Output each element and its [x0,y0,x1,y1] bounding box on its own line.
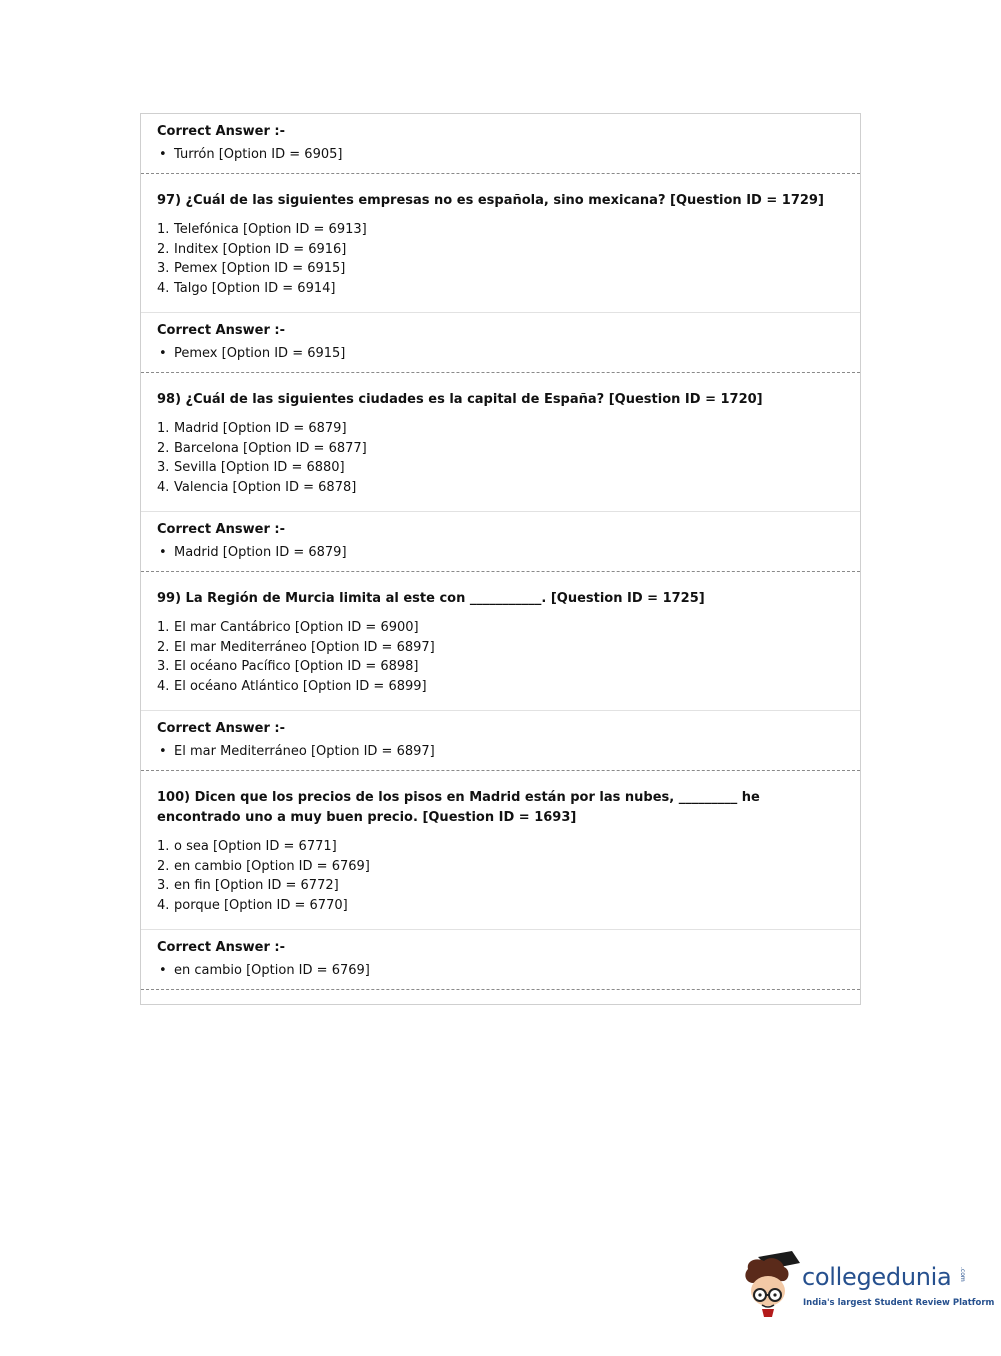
question-block [141,174,860,313]
option-text: Telefónica [Option ID = 6913] [174,222,367,237]
option-item [157,439,844,459]
correct-answer-item: • Turrón [Option ID = 6905] [157,146,844,163]
option-text: El océano Atlántico [Option ID = 6899] [174,678,427,694]
correct-answer-list [157,962,844,979]
option-item [157,419,844,439]
question-text: 98) ¿Cuál de las siguientes ciudades es la capital de España? [Question ID = 1720] [157,392,763,407]
correct-answer-list [157,146,844,163]
correct-answer-item: • Pemex [Option ID = 6915] [157,345,844,362]
option-item [157,259,844,279]
question-block [141,771,860,930]
option-number: 2. [157,858,170,874]
option-number: 4. [157,897,170,913]
option-number: 2. [157,440,170,456]
option-text: Valencia [Option ID = 6878] [174,479,357,495]
option-text: El océano Pacífico [Option ID = 6898] [174,659,419,674]
correct-answer-block [141,930,860,990]
option-item [157,657,844,677]
correct-answer-title: Correct Answer :- [157,522,285,537]
correct-answer-title: Correct Answer :- [157,721,285,736]
collegedunia-logo [740,1247,995,1327]
answer-sheet [140,113,861,1005]
option-text: o sea [Option ID = 6771] [174,839,337,854]
correct-answer-block [141,711,860,771]
option-item [157,876,844,896]
correct-answer-list [157,743,844,760]
option-text: Sevilla [Option ID = 6880] [174,460,345,475]
options-list [157,419,844,497]
option-item [157,240,844,260]
options-list [157,837,844,915]
option-number: 1. [157,222,170,237]
option-number: 2. [157,639,170,655]
option-item [157,618,844,638]
options-list [157,618,844,696]
correct-answer-block [141,512,860,572]
option-text: Barcelona [Option ID = 6877] [174,440,367,456]
correct-answer-list [157,544,844,561]
option-number: 2. [157,241,170,257]
question-block [141,572,860,711]
option-item [157,837,844,857]
option-item [157,279,844,299]
correct-answer-title: Correct Answer :- [157,940,285,955]
question-text: 100) Dicen que los precios de los pisos en Madrid están por las nubes, _________ he encontrado uno a muy buen precio. [Question ID = 1693] [157,790,760,825]
option-text: en cambio [Option ID = 6769] [174,858,370,874]
correct-answer-list [157,345,844,362]
logo-wordmark: collegedunia [802,1263,952,1291]
option-item [157,857,844,877]
question-block [141,373,860,512]
option-number: 3. [157,460,170,475]
correct-answer-block [141,313,860,373]
option-text: El mar Cantábrico [Option ID = 6900] [174,620,419,635]
logo-tagline: India's largest Student Review Platform [803,1298,995,1308]
option-number: 4. [157,280,170,296]
option-text: porque [Option ID = 6770] [174,897,348,913]
correct-answer-item: • El mar Mediterráneo [Option ID = 6897] [157,743,844,760]
option-text: en fin [Option ID = 6772] [174,878,339,893]
option-text: Madrid [Option ID = 6879] [174,421,347,436]
logo-dotcom: .com [959,1267,966,1282]
option-text: El mar Mediterráneo [Option ID = 6897] [174,639,435,655]
option-number: 3. [157,878,170,893]
question-text: 97) ¿Cuál de las siguientes empresas no es española, sino mexicana? [Question ID = 1729] [157,193,824,208]
correct-answer-title: Correct Answer :- [157,124,285,139]
correct-answer-title: Correct Answer :- [157,323,285,338]
correct-answer-block [141,114,860,174]
option-number: 1. [157,421,170,436]
option-item [157,638,844,658]
option-text: Talgo [Option ID = 6914] [174,280,336,296]
option-item [157,220,844,240]
correct-answer-item: • Madrid [Option ID = 6879] [157,544,844,561]
sheet-bottom-border [141,990,860,1005]
option-text: Pemex [Option ID = 6915] [174,261,346,276]
option-number: 1. [157,839,170,854]
option-item [157,896,844,916]
question-text: 99) La Región de Murcia limita al este con ___________. [Question ID = 1725] [157,591,705,606]
option-number: 3. [157,261,170,276]
correct-answer-item: • en cambio [Option ID = 6769] [157,962,844,979]
options-list [157,220,844,298]
option-number: 4. [157,479,170,495]
option-item [157,478,844,498]
option-item [157,458,844,478]
option-text: Inditex [Option ID = 6916] [174,241,347,257]
option-number: 4. [157,678,170,694]
option-number: 3. [157,659,170,674]
mascot-icon [740,1247,802,1319]
option-number: 1. [157,620,170,635]
option-item [157,677,844,697]
